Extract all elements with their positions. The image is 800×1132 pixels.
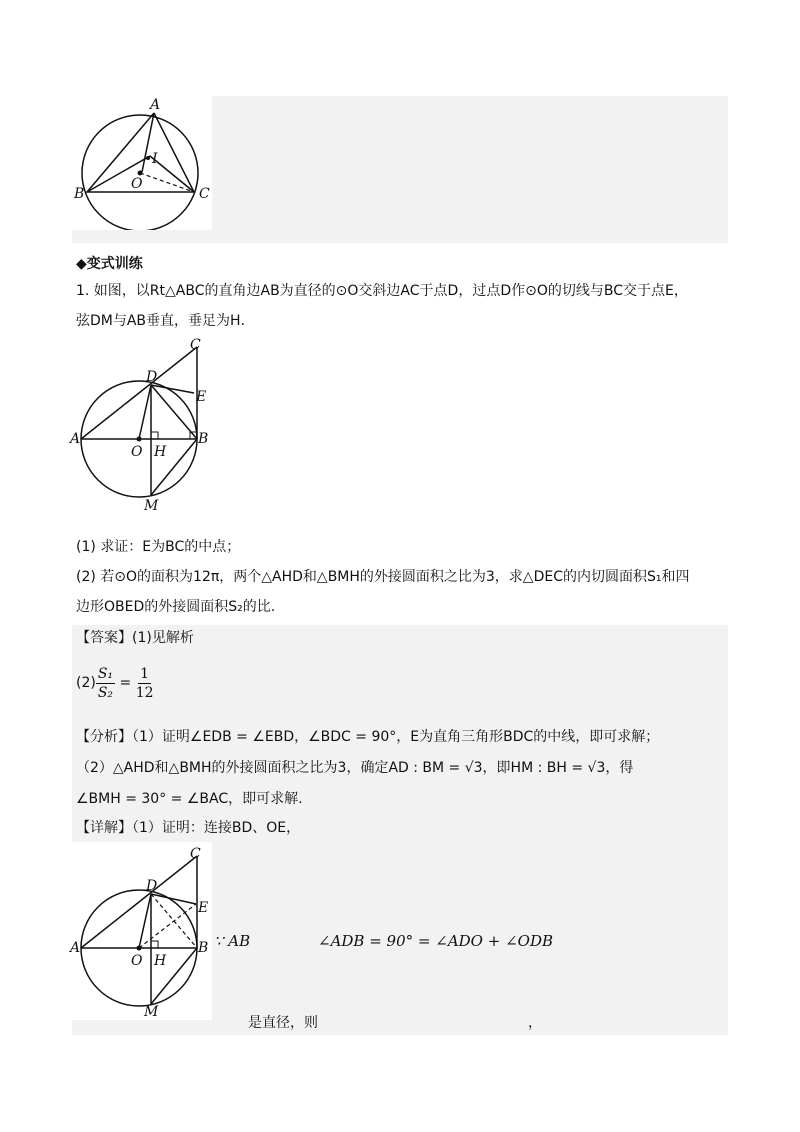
label-A: A: [150, 97, 161, 113]
problem-line-2: 弦DM与AB垂直，垂足为H．: [76, 313, 255, 329]
diameter-text: 是直径，则: [248, 1015, 318, 1031]
tangent-diagram: [68, 335, 218, 515]
answer-part-2: [76, 664, 154, 702]
label-A-2: A: [70, 940, 81, 956]
label-B-2: B: [198, 940, 209, 956]
label-H-2: H: [154, 953, 167, 969]
label-C-2: C: [190, 846, 201, 862]
label-D-2: D: [146, 878, 158, 894]
circle-incenter-diagram: [72, 96, 212, 230]
label-E: E: [196, 389, 207, 405]
label-B: B: [198, 431, 209, 447]
answer-line-1: 【答案】(1)见解析: [76, 630, 194, 646]
analysis-line-2: （2）△AHD和△BMH的外接圆面积之比为3，确定AD : BM = √3，即HM : BH = √3，得: [76, 760, 634, 776]
label-O-2: O: [131, 953, 143, 969]
label-C: C: [199, 186, 210, 202]
fraction-1-12: [136, 665, 154, 702]
frac-num-1: 1: [140, 665, 150, 682]
label-M: M: [144, 498, 159, 514]
label-B: B: [74, 186, 85, 202]
label-O: O: [131, 444, 143, 460]
analysis-line-1: 【分析】（1）证明∠EDB = ∠EBD，∠BDC = 90°，E为直角三角形BDC的中线，即可求解；: [76, 729, 660, 745]
detail-line-1: 【详解】（1）证明：连接BD、OE，: [76, 820, 301, 836]
tangent-diagram-2: [68, 842, 212, 1020]
label-M-2: M: [144, 1004, 159, 1020]
question-part-1: (1) 求证：E为BC的中点；: [76, 539, 241, 555]
section-title: ◆变式训练: [76, 256, 143, 272]
answer-part-2-prefix: (2): [76, 675, 96, 691]
label-D: D: [146, 369, 158, 385]
question-part-2-line-2: 边形OBED的外接圆面积S₂的比.: [76, 599, 276, 615]
tangent-figure-2: [68, 842, 212, 1020]
label-I: I: [152, 151, 158, 167]
because-ab: ∵ AB: [214, 932, 251, 950]
circle-incenter-figure: [72, 96, 212, 230]
problem-line-1: 1. 如图，以Rt△ABC的直角边AB为直径的⊙O交斜边AC于点D，过点D作⊙O的切线与BC交于点E，: [76, 283, 688, 299]
frac-den: S₂: [97, 684, 114, 701]
label-O: O: [131, 176, 143, 192]
angle-adb-equation: ∠ADB = 90° = ∠ADO + ∠ODB: [318, 932, 553, 950]
label-H: H: [154, 444, 167, 460]
trailing-comma: ，: [528, 1015, 542, 1031]
fraction-s1-s2: [96, 665, 115, 702]
equals-sign: =: [119, 675, 132, 691]
label-A: A: [70, 431, 81, 447]
question-part-2-line-1: (2) 若⊙O的面积为12π，两个△AHD和△BMH的外接圆面积之比为3，求△DEC的内切圆面积S₁和四: [76, 569, 690, 585]
label-C: C: [190, 337, 201, 353]
tangent-figure: [68, 335, 218, 515]
analysis-line-3: ∠BMH = 30° = ∠BAC，即可求解.: [76, 791, 303, 807]
frac-num: S₁: [97, 665, 114, 682]
label-E-2: E: [198, 900, 209, 916]
frac-den-12: 12: [135, 684, 154, 701]
